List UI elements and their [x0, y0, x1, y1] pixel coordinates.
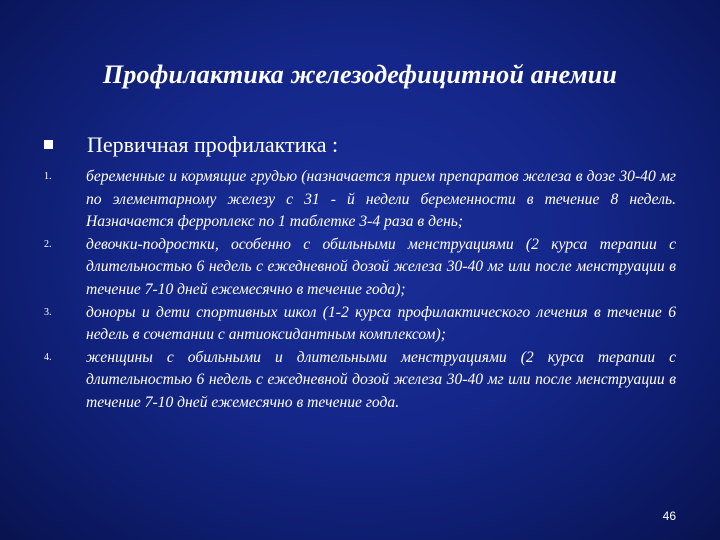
list-item [44, 166, 684, 234]
list-item [44, 302, 684, 347]
list-item-number: 4. [44, 351, 52, 363]
list-item-number: 2. [44, 238, 52, 250]
list-item-number: 1. [44, 171, 52, 182]
list-item-text: беременные и кормящие грудью (назначается прием препаратов железа в дозе 30-40 мг по элементарному железу с 31 - й недели беременности в течение 8 недель. Назначается ферроплекс по 1 таблетке 3-4 раза в день; [86, 168, 676, 231]
list-item-text: доноры и дети спортивных школ (1-2 курса профилактического лечения в течение 6 недель в сочетании с антиоксидантным комплексом); [86, 303, 676, 344]
slide-title: Профилактика железодефицитной анемии [102, 60, 618, 89]
subheading-text: Первичная профилактика : [87, 132, 339, 157]
list-item [44, 234, 684, 302]
list-item [44, 347, 684, 415]
subheading [44, 132, 684, 158]
page-number: 46 [662, 509, 676, 523]
list-item-text: девочки-подростки, особенно с обильными менструациями (2 курса терапии с длительностью 6 недель с ежедневной дозой железа 30-40 мг или после менструации в течение 7-10 дней ежемесячно в течение года); [86, 235, 676, 298]
prevention-list [44, 166, 684, 415]
square-bullet-icon [44, 140, 53, 149]
list-item-text: женщины с обильными и длительными менструациями (2 курса терапии с длительностью 6 недель с ежедневной дозой железа 30-40 мг или после менструации в течение 7-10 дней ежемесячно в течение года. [86, 348, 676, 411]
list-item-number: 3. [44, 306, 52, 318]
